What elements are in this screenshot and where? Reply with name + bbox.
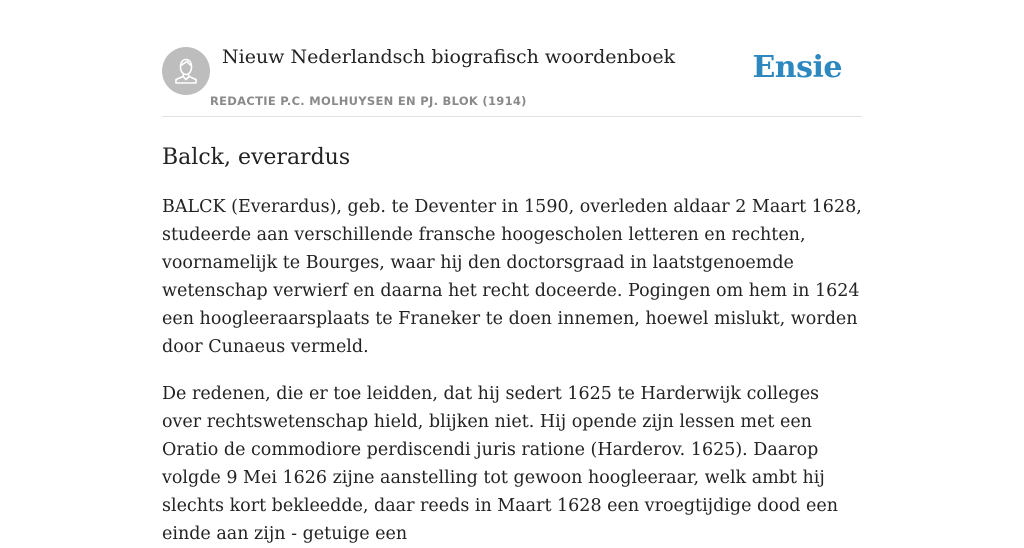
article-paragraph-2: De redenen, die er toe leidden, dat hij sedert 1625 te Harderwijk colleges over rechtswetenschap hield, blijken niet. Hij opende zijn lessen met een Oratio de commodiore perdiscendi juris ratione (Harderov. 1625). Daarop volgde 9 Mei 1626 zijne aanstelling tot gewoon hoogleeraar, welk ambt hij slechts kort bekleedde, daar reeds in Maart 1628 een vroegtijdige dood een einde aan zijn - getuige een (162, 384, 839, 544)
source-title[interactable]: Nieuw Nederlandsch biografisch woordenboek (222, 46, 676, 68)
article-body (162, 193, 862, 548)
user-silhouette-icon[interactable] (162, 47, 210, 95)
source-subtitle: REDACTIE P.C. MOLHUYSEN EN PJ. BLOK (1914) (210, 94, 527, 108)
article-title: Balck, everardus (162, 145, 351, 170)
article-paragraph-1: BALCK (Everardus), geb. te Deventer in 1590, overleden aldaar 2 Maart 1628, studeerde aan verschillende fransche hoogescholen letteren en rechten, voornamelijk te Bourges, waar hij den doctorsgraad in laatstgenoemde wetenschap verwierf en daarna het recht doceerde. Pogingen om hem in 1624 een hoogleeraarsplaats te Franeker te doen innemen, hoewel mislukt, worden door Cunaeus vermeld. (162, 197, 862, 357)
ensie-logo[interactable]: Ensie (752, 50, 842, 85)
source-header (162, 0, 862, 117)
main-content (162, 0, 862, 548)
